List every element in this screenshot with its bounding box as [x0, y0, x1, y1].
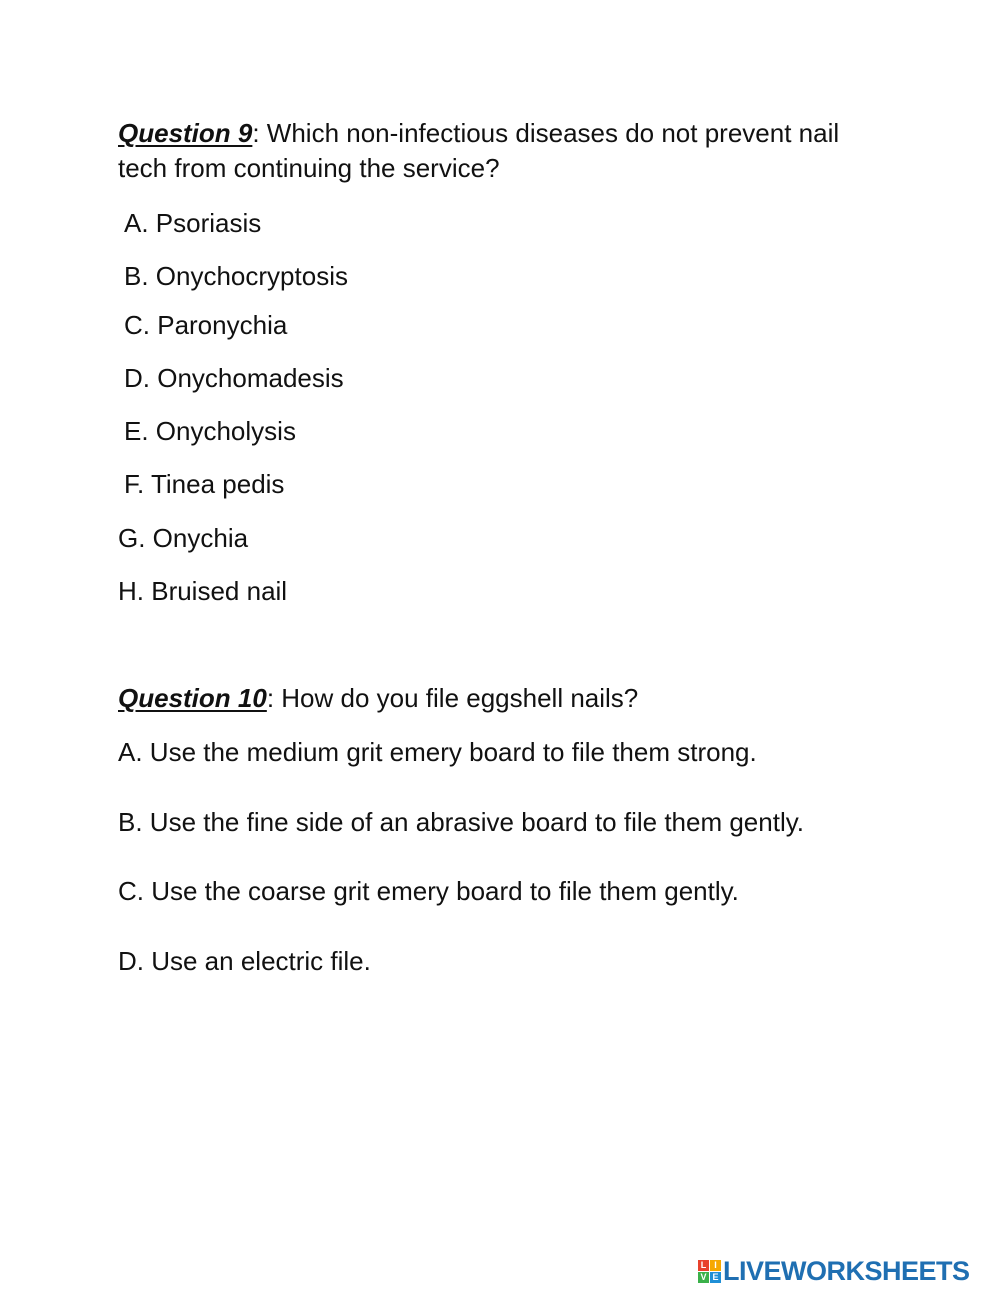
logo-mark-cell: V — [698, 1272, 709, 1283]
question-10-option-d: D. Use an electric file. — [118, 946, 371, 976]
question-9-option-a: A. Psoriasis — [124, 208, 262, 238]
question-10-option-c: C. Use the coarse grit emery board to file them gently. — [118, 876, 739, 906]
liveworksheets-logo — [698, 1256, 970, 1286]
question-10-label: Question 10 — [118, 683, 267, 713]
question-9-option-b: B. Onychocryptosis — [124, 261, 348, 291]
logo-mark-cell: L — [698, 1260, 709, 1271]
question-9-option-c: C. Paronychia — [124, 310, 288, 340]
question-9-option-h: H. Bruised nail — [118, 576, 288, 606]
question-9-option-f: F. Tinea pedis — [124, 469, 285, 499]
question-9 — [118, 116, 878, 186]
question-9-label: Question 9 — [118, 118, 253, 148]
question-10-option-b: B. Use the fine side of an abrasive board to file them gently. — [118, 807, 805, 837]
logo-mark-icon — [698, 1260, 721, 1283]
logo-mark-cell: E — [710, 1272, 721, 1283]
question-10 — [118, 681, 878, 716]
question-10-option-a: A. Use the medium grit emery board to file them strong. — [118, 737, 757, 767]
question-9-option-d: D. Onychomadesis — [124, 363, 344, 393]
logo-text: LIVEWORKSHEETS — [723, 1255, 970, 1286]
question-9-option-g: G. Onychia — [118, 523, 249, 553]
question-9-text: : Which non-infectious diseases do not prevent nail tech from continuing the service? — [118, 118, 840, 183]
question-10-text: : How do you file eggshell nails? — [266, 683, 639, 713]
logo-mark-cell: I — [710, 1260, 721, 1271]
question-9-option-e: E. Onycholysis — [124, 416, 296, 446]
